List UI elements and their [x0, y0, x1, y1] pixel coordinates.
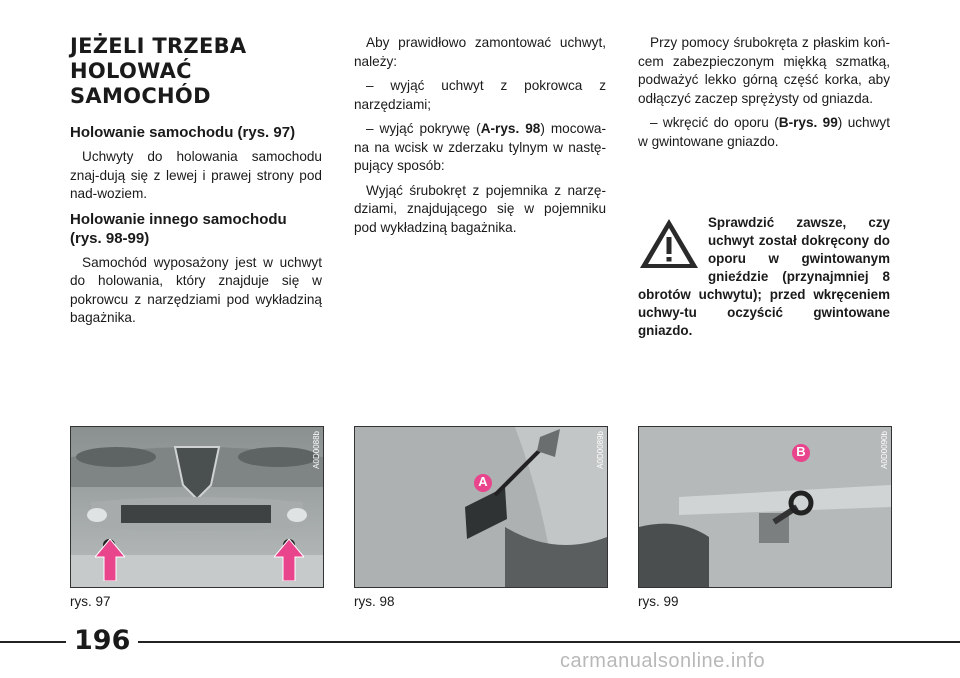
warning-triangle-icon: [638, 216, 700, 270]
figure-label-a: A: [478, 474, 488, 489]
page-number: 196: [66, 624, 138, 658]
list-item: – wkręcić do oporu (B-rys. 99) uchwyt w gwintowane gniazdo.: [638, 115, 890, 149]
warning-text: Sprawdzić zawsze, czy uchwyt został dokręcony do oporu w gwintowanym gnieździe (przynajmniej 8 obrotów uchwytu); przed wkręceniem uchwy-tu oczyścić gwintowane gniazdo.: [638, 215, 890, 338]
list-item: – wyjąć uchwyt z pokrowca z narzędziami;: [354, 78, 606, 112]
paragraph: Uchwyty do holowania samochodu znaj-dują się z lewej i prawej strony pod nad-woziem.: [70, 149, 322, 201]
warning-box: [638, 214, 890, 340]
paragraph: Przy pomocy śrubokręta z płaskim koń-cem zabezpieczonym miękką szmatką, podważyć lekko górną część korka, aby odłączyć zaczep sprężysty od gniazda.: [638, 35, 890, 106]
column-2: [354, 34, 606, 237]
figure-code: A0D0088b: [312, 431, 321, 469]
subheading-towing-own-car: Holowanie samochodu (rys. 97): [70, 124, 296, 141]
figure-label-b: B: [796, 444, 806, 459]
arrow-up-icon: [274, 539, 304, 581]
subheading-towing-other-car: Holowanie innego samochodu (rys. 98-99): [70, 210, 287, 247]
column-3: [638, 34, 890, 151]
bumper-cover-photo: [355, 427, 607, 587]
section-title: JEŻELI TRZEBA HOLOWAĆ SAMOCHÓD: [70, 34, 247, 108]
arrow-up-icon: [95, 539, 125, 581]
figure-caption: rys. 98: [354, 594, 395, 609]
figure-caption: rys. 99: [638, 594, 679, 609]
figure-code: A0D0089b: [596, 431, 605, 469]
figure-97: [70, 426, 324, 588]
figure-98: [354, 426, 608, 588]
towing-hook-photo: [639, 427, 891, 587]
watermark: carmanualsonline.info: [560, 650, 766, 672]
paragraph: Aby prawidłowo zamontować uchwyt, należy:: [354, 35, 606, 69]
list-item: – wyjąć pokrywę (A-rys. 98) mocowa-na na wcisk w zderzaku tylnym w nastę-pujący sposób:: [354, 121, 607, 173]
figure-code: A0D0090b: [880, 431, 889, 469]
figure-99: [638, 426, 892, 588]
column-1: [70, 34, 322, 328]
paragraph: Samochód wyposażony jest w uchwyt do holowania, który znajduje się w pokrowcu z narzędziami pod wykładziną bagażnika.: [70, 254, 322, 325]
figure-caption: rys. 97: [70, 594, 111, 609]
page-rule: [0, 641, 960, 643]
paragraph: Wyjąć śrubokręt z pojemnika z narzę-dziami, znajdującego się w pojemniku pod wykładziną bagażnika.: [354, 182, 606, 235]
